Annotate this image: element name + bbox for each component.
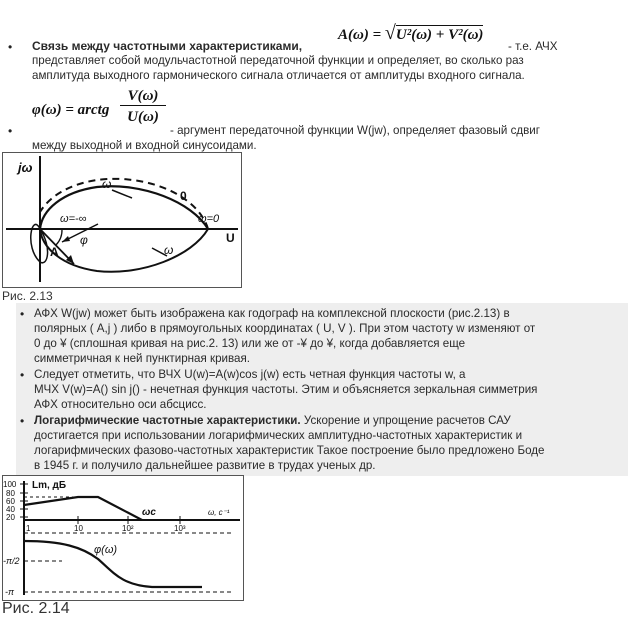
paragraph-line: АФХ W(jw) может быть изображена как годограф на комплексной плоскости (рис.2.13) в [34, 307, 510, 320]
paragraph-line: МЧХ V(w)=A() sin j() - нечетная функция частоты. Этим и объясняется зеркальная симметрия [34, 383, 538, 396]
omega-zero-label: ω=0 [198, 213, 220, 225]
phi-label: φ [80, 233, 88, 247]
bullet: • [8, 124, 13, 138]
amplitude-formula [338, 22, 483, 45]
paragraph-line: представляет собой модульчастотной передаточной функции и определяет, во сколько раз [32, 54, 524, 67]
figure-2-13 [2, 152, 242, 288]
subsection-title: Логарифмические частотные характеристики. [34, 414, 301, 427]
after-formula-text: - т.е. АЧХ [508, 40, 558, 53]
paragraph-line: амплитуда выходного гармонического сигнала отличается от амплитуды входного сигнала. [32, 69, 525, 82]
bullet: • [8, 40, 13, 54]
phase-formula-numerator: V(ω) [120, 88, 166, 106]
paragraph-line: полярных ( A,j ) либо в прямоугольных координатах ( U, V ). При этом частоту w изменяют от [34, 322, 536, 335]
figure-caption: Рис. 2.14 [2, 600, 70, 617]
y-tick-label: 20 [6, 513, 15, 522]
y-tick-label: 80 [6, 489, 15, 498]
y-tick-label: 60 [6, 497, 15, 506]
bullet: • [20, 307, 25, 321]
omega-axis-label: ω, c⁻¹ [208, 508, 230, 517]
paragraph-line: Следует отметить, что ВЧХ U(w)=A(w)cos j(w) есть четная функция частоты w, а [34, 368, 466, 381]
phase-formula-denominator: U(ω) [127, 109, 159, 125]
omega-c-label: ωc [142, 507, 156, 518]
lm-label: Lm, дБ [32, 480, 67, 491]
figure-border [3, 476, 244, 601]
section-title: Связь между частотными характеристиками, [32, 39, 303, 53]
x-tick-label: 10² [122, 524, 134, 533]
amplitude-formula-lhs: A(ω) = [338, 27, 382, 43]
phi-omega-label: φ(ω) [94, 544, 118, 556]
nyquist-plot [2, 152, 242, 288]
x-axis-label: U [226, 231, 235, 245]
y-axis-label: jω [18, 160, 33, 175]
omega-label-upper: ω [102, 177, 112, 191]
minus-pi-half-label: -π/2 [3, 556, 20, 566]
figure-caption: Рис. 2.13 [2, 289, 53, 303]
omega-minus-inf-label: ω=-∞ [60, 213, 87, 225]
paragraph-line: в 1945 г. и получило дальнейшее развитие в трудах ученых др. [34, 459, 376, 472]
phase-formula-lhs: φ(ω) = arctg [32, 102, 110, 118]
a-label: A [50, 245, 59, 259]
paragraph-line: 0 до ¥ (сплошная кривая на рис.2. 13) или же от -¥ до ¥, когда добавляется еще [34, 337, 466, 350]
paragraph-line: между выходной и входной синусоидами. [32, 139, 257, 152]
paragraph-line: достигается при использовании логарифмических амплитудно-частотных характеристик и [34, 429, 523, 442]
paragraph-text: Ускорение и упрощение расчетов САУ [300, 414, 511, 427]
amplitude-formula-rhs: U²(ω) + V²(ω) [395, 27, 484, 43]
paragraph-line: логарифмических фазово-частотных характеристик Такое построение было предложено Боде [34, 444, 545, 457]
bullet: • [20, 368, 25, 382]
paragraph-line: АФХ относительно оси абсцисс. [34, 398, 207, 411]
bullet: • [20, 414, 25, 428]
bode-plot [2, 475, 244, 601]
omega-label-lower: ω [164, 243, 174, 257]
y-tick-label: 40 [6, 505, 15, 514]
x-tick-label: 10 [74, 524, 83, 533]
sqrt-icon: √ [384, 22, 396, 44]
paragraph-line [34, 414, 511, 429]
minus-pi-label: -π [5, 587, 15, 597]
x-tick-label: 10³ [174, 524, 186, 533]
figure-2-14 [2, 475, 244, 601]
y-tick-label: 100 [3, 480, 17, 489]
paragraph-line: симметричная к ней пунктирная кривая. [34, 352, 250, 365]
x-tick-label: 1 [26, 524, 31, 533]
zero-label: 0 [180, 189, 187, 203]
paragraph-line: - аргумент передаточной функции W(jw), определяет фазовый сдвиг [170, 124, 540, 137]
